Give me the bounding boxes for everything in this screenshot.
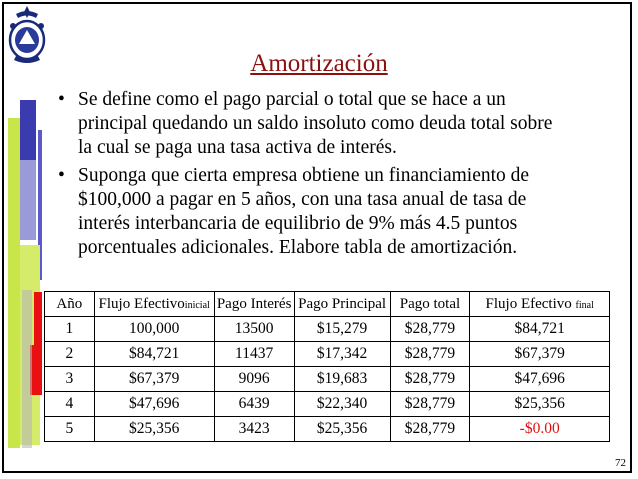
cell-pago-total: $28,779 (390, 417, 470, 442)
bullet-dot-icon: • (58, 89, 65, 110)
amortization-table (44, 291, 610, 442)
header-pago-principal: Pago Principal (294, 292, 390, 317)
header-anio: Año (45, 292, 95, 317)
cell-anio: 2 (45, 342, 95, 367)
cell-flujo-inicial: $25,356 (94, 417, 214, 442)
cell-flujo-final: $67,379 (470, 342, 610, 367)
bullet-text: Suponga que cierta empresa obtiene un financiamiento de $100,000 a pagar en 5 años, con una tasa anual de tasa de interés interbancaria de equilibrio de 9% más 4.5 puntos porcentuales adicionales. Elabore tabla de amortización. (78, 165, 530, 258)
cell-pago-principal: $19,683 (294, 367, 390, 392)
bullet-item (58, 88, 558, 160)
header-flujo-final (470, 292, 610, 317)
cell-pago-total: $28,779 (390, 317, 470, 342)
cell-flujo-inicial: 100,000 (94, 317, 214, 342)
header-flujo-final-label: Flujo Efectivo (485, 295, 572, 312)
page-number: 72 (615, 457, 626, 469)
header-pago-total: Pago total (390, 292, 470, 317)
bullet-text: Se define como el pago parcial o total que se hace a un principal quedando un saldo insoluto como deuda total sobre la cual se paga una tasa activa de interés. (78, 89, 553, 158)
decor-green-bar (8, 118, 20, 448)
cell-flujo-inicial: $47,696 (94, 392, 214, 417)
cell-pago-interes: 11437 (214, 342, 294, 367)
header-flujo-inicial-label: Flujo Efectivo (98, 295, 185, 312)
header-pago-interes: Pago Interés (214, 292, 294, 317)
table-row (45, 317, 610, 342)
cell-pago-total: $28,779 (390, 342, 470, 367)
decor-red-block-1 (34, 292, 42, 348)
cell-pago-principal: $22,340 (294, 392, 390, 417)
cell-pago-interes: 9096 (214, 367, 294, 392)
cell-anio: 4 (45, 392, 95, 417)
table-row (45, 342, 610, 367)
header-flujo-inicial-sub: inicial (184, 299, 210, 311)
cell-flujo-final: $84,721 (470, 317, 610, 342)
cell-flujo-inicial: $84,721 (94, 342, 214, 367)
cell-pago-principal: $17,342 (294, 342, 390, 367)
cell-pago-total: $28,779 (390, 367, 470, 392)
cell-flujo-final: $25,356 (470, 392, 610, 417)
slide-title: Amortización (250, 50, 388, 77)
cell-pago-total: $28,779 (390, 392, 470, 417)
cell-flujo-final: $47,696 (470, 367, 610, 392)
cell-pago-interes: 3423 (214, 417, 294, 442)
cell-flujo-final: -$0.00 (470, 417, 610, 442)
table-row (45, 417, 610, 442)
header-flujo-inicial (94, 292, 214, 317)
bullet-item (58, 164, 558, 260)
bullet-list (58, 88, 558, 264)
cell-anio: 5 (45, 417, 95, 442)
header-flujo-final-sub: final (575, 299, 594, 311)
cell-anio: 1 (45, 317, 95, 342)
decor-blue-bar-light (20, 160, 36, 240)
decor-gray-shadow (22, 290, 32, 448)
cell-pago-interes: 13500 (214, 317, 294, 342)
bullet-dot-icon: • (58, 165, 65, 186)
cell-anio: 3 (45, 367, 95, 392)
cell-pago-principal: $15,279 (294, 317, 390, 342)
cell-flujo-inicial: $67,379 (94, 367, 214, 392)
table-row (45, 367, 610, 392)
table-header-row (45, 292, 610, 317)
cell-pago-principal: $25,356 (294, 417, 390, 442)
cell-pago-interes: 6439 (214, 392, 294, 417)
table-row (45, 392, 610, 417)
